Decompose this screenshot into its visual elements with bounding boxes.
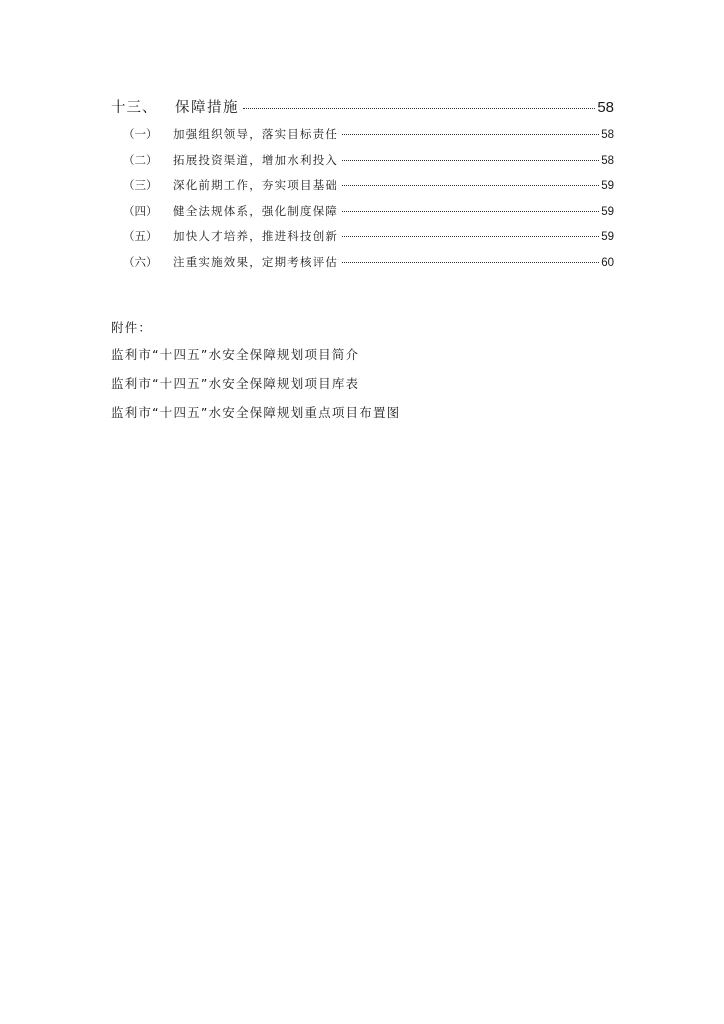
toc-page-number: 58 bbox=[601, 129, 614, 141]
table-of-contents bbox=[111, 96, 614, 280]
toc-section-title: 加快人才培养，推进科技创新 bbox=[173, 229, 339, 244]
toc-dot-leader bbox=[342, 185, 599, 186]
toc-section-number: （四） bbox=[123, 203, 158, 218]
toc-chapter-number: 十三、 bbox=[111, 100, 158, 116]
toc-section-title: 拓展投资渠道，增加水利投入 bbox=[173, 152, 339, 167]
toc-page-number: 58 bbox=[601, 154, 614, 167]
toc-section-number: （五） bbox=[123, 229, 158, 244]
toc-dot-leader bbox=[243, 108, 595, 109]
toc-entry-section[interactable] bbox=[111, 203, 614, 229]
toc-page-number: 59 bbox=[601, 231, 614, 244]
toc-dot-leader bbox=[342, 211, 599, 212]
toc-chapter-title: 保障措施 bbox=[175, 100, 239, 116]
toc-entry-section[interactable] bbox=[111, 126, 614, 152]
toc-page-number: 59 bbox=[601, 180, 614, 193]
toc-section-number: （二） bbox=[123, 152, 158, 167]
toc-page-number: 58 bbox=[597, 99, 614, 116]
toc-entry-section[interactable] bbox=[111, 228, 614, 254]
toc-section-number: （一） bbox=[123, 127, 158, 141]
toc-section-title: 注重实施效果，定期考核评估 bbox=[173, 254, 339, 269]
toc-section-title: 健全法规体系，强化制度保障 bbox=[173, 203, 339, 218]
toc-entry-chapter[interactable] bbox=[111, 96, 614, 118]
toc-section-title: 深化前期工作，夯实项目基础 bbox=[173, 178, 339, 193]
toc-page-number: 59 bbox=[601, 205, 614, 218]
toc-section-number: （三） bbox=[123, 178, 158, 193]
attachment-item: 监利市“十四五”水安全保障规划项目库表 bbox=[111, 376, 360, 391]
attachments-section bbox=[111, 316, 400, 427]
toc-entry-section[interactable] bbox=[111, 177, 614, 203]
toc-dot-leader bbox=[342, 160, 599, 161]
toc-dot-leader bbox=[342, 262, 599, 263]
attachment-item: 监利市“十四五”水安全保障规划项目简介 bbox=[111, 347, 360, 362]
attachment-item: 监利市“十四五”水安全保障规划重点项目布置图 bbox=[111, 405, 401, 420]
attachments-heading: 附件： bbox=[111, 320, 153, 335]
toc-dot-leader bbox=[342, 134, 599, 135]
toc-section-number: （六） bbox=[123, 254, 158, 269]
toc-entry-section[interactable] bbox=[111, 254, 614, 280]
toc-page-number: 60 bbox=[601, 256, 614, 269]
toc-dot-leader bbox=[342, 236, 599, 237]
toc-entry-section[interactable] bbox=[111, 152, 614, 178]
toc-section-title: 加强组织领导，落实目标责任 bbox=[173, 127, 339, 141]
